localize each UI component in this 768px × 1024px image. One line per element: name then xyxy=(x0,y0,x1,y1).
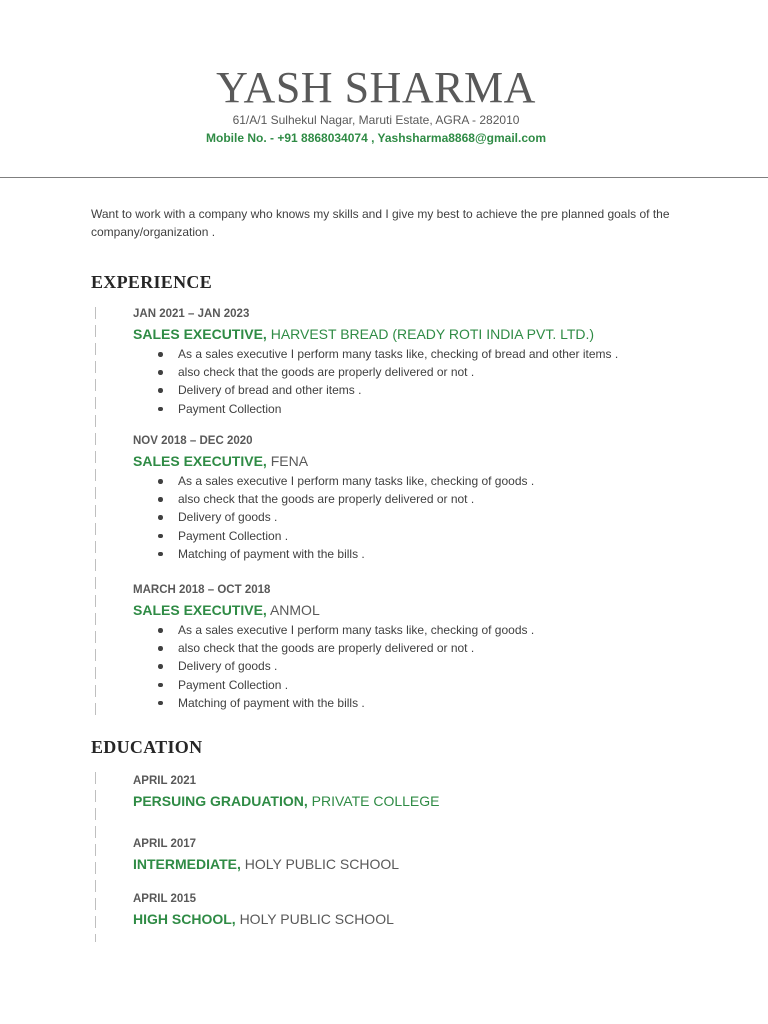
header-divider xyxy=(0,177,768,178)
company-name: FENA xyxy=(270,453,309,469)
experience-role xyxy=(133,599,733,621)
degree-title: HIGH SCHOOL, xyxy=(133,911,236,927)
experience-date: JAN 2021 – JAN 2023 xyxy=(133,308,250,320)
school-name: HOLY PUBLIC SCHOOL xyxy=(239,911,394,927)
job-title: SALES EXECUTIVE, xyxy=(133,602,267,618)
education-entry xyxy=(133,773,733,812)
duty-item: Payment Collection . xyxy=(133,676,733,694)
experience-role xyxy=(133,450,733,472)
education-timeline-line xyxy=(95,772,96,942)
duty-item: As a sales executive I perform many tasks like, checking of goods . xyxy=(133,621,733,639)
company-name: HARVEST BREAD (READY ROTI INDIA PVT. LTD.) xyxy=(270,326,595,342)
duty-item: Matching of payment with the bills . xyxy=(133,694,733,712)
duty-item: also check that the goods are properly delivered or not . xyxy=(133,639,733,657)
experience-role xyxy=(133,323,733,345)
duty-item: Delivery of bread and other items . xyxy=(133,381,733,399)
education-date: APRIL 2015 xyxy=(133,893,197,905)
duty-item: Delivery of goods . xyxy=(133,657,733,675)
experience-timeline-line xyxy=(95,307,96,715)
experience-date: NOV 2018 – DEC 2020 xyxy=(133,435,253,447)
resume-contact: Mobile No. - +91 8868034074 , Yashsharma8868@gmail.com xyxy=(206,131,546,145)
experience-entry xyxy=(133,433,733,563)
education-entry xyxy=(133,836,733,875)
duty-list xyxy=(133,621,733,712)
resume-address: 61/A/1 Sulhekul Nagar, Maruti Estate, AGRA - 282010 xyxy=(232,113,520,127)
duty-item: As a sales executive I perform many tasks like, checking of goods . xyxy=(133,472,733,490)
resume-name: YASH SHARMA xyxy=(216,63,536,112)
experience-date: MARCH 2018 – OCT 2018 xyxy=(133,584,271,596)
education-role xyxy=(133,790,733,812)
duty-item: As a sales executive I perform many tasks like, checking of bread and other items . xyxy=(133,345,733,363)
experience-entry xyxy=(133,582,733,712)
school-name: PRIVATE COLLEGE xyxy=(311,793,440,809)
duty-list xyxy=(133,345,733,418)
duty-item: Matching of payment with the bills . xyxy=(133,545,733,563)
school-name: HOLY PUBLIC SCHOOL xyxy=(244,856,400,872)
duty-item: Payment Collection xyxy=(133,400,733,418)
education-heading: EDUCATION xyxy=(91,737,203,757)
duty-item: also check that the goods are properly delivered or not . xyxy=(133,490,733,508)
company-name: ANMOL xyxy=(269,602,320,618)
experience-heading: EXPERIENCE xyxy=(91,272,213,292)
duty-list xyxy=(133,472,733,563)
education-entry xyxy=(133,891,733,930)
duty-item: also check that the goods are properly delivered or not . xyxy=(133,363,733,381)
degree-title: PERSUING GRADUATION, xyxy=(133,793,308,809)
experience-entry xyxy=(133,306,733,418)
duty-item: Payment Collection . xyxy=(133,527,733,545)
duty-item: Delivery of goods . xyxy=(133,508,733,526)
degree-title: INTERMEDIATE, xyxy=(133,856,241,872)
education-date: APRIL 2017 xyxy=(133,838,197,850)
education-date: APRIL 2021 xyxy=(133,775,197,787)
education-role xyxy=(133,908,733,930)
objective-text: Want to work with a company who knows my skills and I give my best to achieve the pre planned goals of the company/organization . xyxy=(91,207,670,239)
job-title: SALES EXECUTIVE, xyxy=(133,453,267,469)
education-role xyxy=(133,853,733,875)
job-title: SALES EXECUTIVE, xyxy=(133,326,267,342)
